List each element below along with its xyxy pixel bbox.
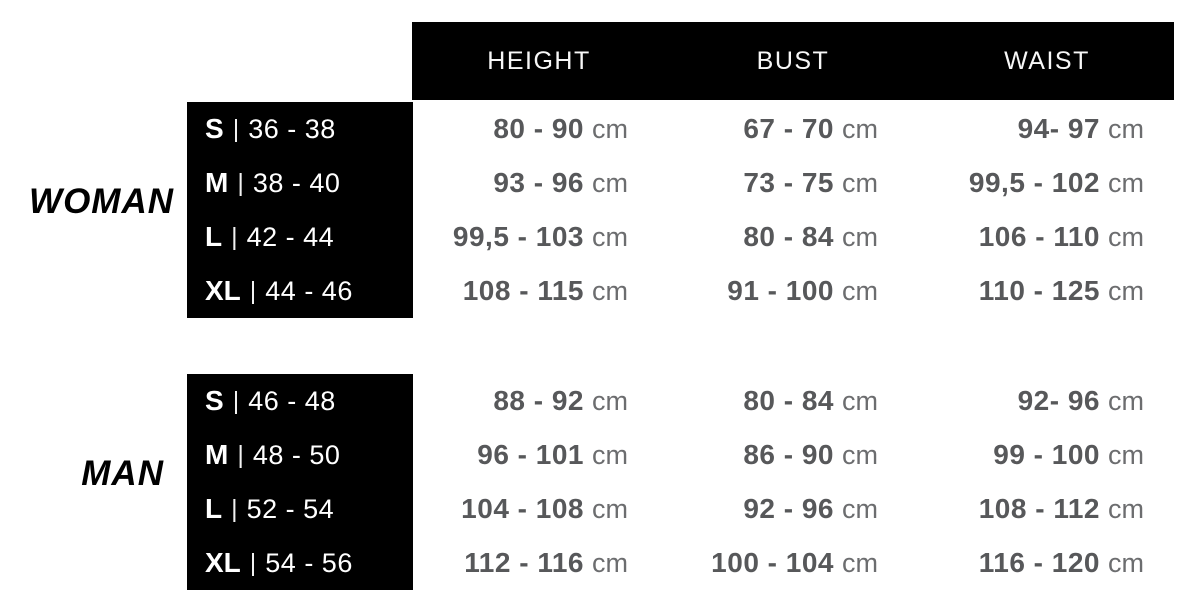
value-unit: cm	[1108, 275, 1144, 306]
value-number: 108 - 112	[978, 493, 1100, 524]
woman-xl-waist-value	[920, 264, 1144, 318]
size-letter: M	[205, 167, 229, 198]
size-letter: XL	[205, 275, 241, 306]
man-waist-column	[920, 374, 1144, 590]
size-separator: |	[237, 168, 244, 197]
man-l-height-value	[412, 482, 628, 536]
value-unit: cm	[592, 385, 628, 416]
value-number: 67 - 70	[743, 113, 834, 144]
size-separator: |	[237, 440, 244, 469]
man-xl-height-value	[412, 536, 628, 590]
value-unit: cm	[592, 493, 628, 524]
column-header-waist: WAIST	[1004, 46, 1090, 75]
size-range: 54 - 56	[265, 547, 353, 578]
man-size-row-s	[187, 374, 413, 428]
size-range: 44 - 46	[265, 275, 353, 306]
value-unit: cm	[592, 113, 628, 144]
size-range: 36 - 38	[248, 113, 336, 144]
woman-size-box	[187, 102, 413, 318]
size-separator: |	[249, 548, 257, 577]
man-s-height-value	[412, 374, 628, 428]
size-range: 46 - 48	[248, 385, 336, 416]
group-label-woman: WOMAN	[29, 182, 174, 221]
size-separator: |	[232, 114, 240, 143]
man-size-row-xl	[187, 536, 413, 590]
man-size-box	[187, 374, 413, 590]
value-number: 112 - 116	[464, 547, 584, 578]
value-unit: cm	[1108, 385, 1144, 416]
value-number: 116 - 120	[978, 547, 1100, 578]
value-number: 88 - 92	[493, 385, 584, 416]
value-unit: cm	[1108, 547, 1144, 578]
value-unit: cm	[842, 439, 878, 470]
value-number: 99,5 - 103	[452, 221, 584, 252]
man-height-column	[412, 374, 628, 590]
man-s-bust-value	[666, 374, 878, 428]
woman-size-row-l	[187, 210, 413, 264]
size-range: 52 - 54	[246, 493, 335, 524]
size-letter: S	[205, 385, 224, 416]
woman-s-waist-value	[920, 102, 1144, 156]
man-size-row-l	[187, 482, 413, 536]
value-number: 92 - 96	[743, 493, 834, 524]
size-separator: |	[231, 222, 238, 251]
value-number: 93 - 96	[493, 167, 584, 198]
value-number: 73 - 75	[743, 167, 834, 198]
man-m-waist-value	[920, 428, 1144, 482]
woman-xl-bust-value	[666, 264, 878, 318]
woman-m-height-value	[412, 156, 628, 210]
value-number: 108 - 115	[462, 275, 584, 306]
size-letter: S	[205, 113, 224, 144]
woman-s-height-value	[412, 102, 628, 156]
woman-l-height-value	[412, 210, 628, 264]
value-number: 96 - 101	[477, 439, 584, 470]
man-l-bust-value	[666, 482, 878, 536]
man-xl-bust-value	[666, 536, 878, 590]
column-header-height: HEIGHT	[487, 46, 591, 75]
woman-size-row-s	[187, 102, 413, 156]
value-unit: cm	[842, 547, 878, 578]
woman-height-column	[412, 102, 628, 318]
size-separator: |	[231, 494, 238, 523]
woman-s-bust-value	[666, 102, 878, 156]
woman-xl-height-value	[412, 264, 628, 318]
table-header-band	[412, 22, 1174, 100]
value-number: 106 - 110	[978, 221, 1100, 252]
man-bust-column	[666, 374, 878, 590]
value-unit: cm	[1108, 167, 1144, 198]
value-unit: cm	[842, 221, 878, 252]
value-unit: cm	[1108, 439, 1144, 470]
woman-waist-column	[920, 102, 1144, 318]
value-unit: cm	[592, 221, 628, 252]
man-size-row-m	[187, 428, 413, 482]
size-separator: |	[249, 276, 257, 305]
value-unit: cm	[842, 167, 878, 198]
value-unit: cm	[1108, 113, 1144, 144]
woman-size-row-m	[187, 156, 413, 210]
value-number: 110 - 125	[978, 275, 1100, 306]
value-number: 86 - 90	[743, 439, 834, 470]
value-number: 80 - 84	[743, 385, 834, 416]
value-unit: cm	[842, 113, 878, 144]
value-unit: cm	[1108, 493, 1144, 524]
value-number: 104 - 108	[461, 493, 584, 524]
man-xl-waist-value	[920, 536, 1144, 590]
value-unit: cm	[842, 385, 878, 416]
value-number: 94- 97	[1017, 113, 1100, 144]
man-l-waist-value	[920, 482, 1144, 536]
value-unit: cm	[592, 439, 628, 470]
value-number: 99 - 100	[993, 439, 1100, 470]
value-unit: cm	[592, 275, 628, 306]
size-letter: L	[205, 221, 223, 252]
woman-l-waist-value	[920, 210, 1144, 264]
size-range: 42 - 44	[246, 221, 335, 252]
woman-l-bust-value	[666, 210, 878, 264]
column-header-bust: BUST	[756, 46, 830, 75]
size-letter: XL	[205, 547, 241, 578]
size-range: 48 - 50	[252, 439, 341, 470]
value-number: 91 - 100	[727, 275, 834, 306]
value-unit: cm	[1108, 221, 1144, 252]
value-unit: cm	[592, 547, 628, 578]
size-separator: |	[232, 386, 240, 415]
value-number: 92- 96	[1017, 385, 1100, 416]
man-m-height-value	[412, 428, 628, 482]
man-m-bust-value	[666, 428, 878, 482]
value-number: 80 - 90	[493, 113, 584, 144]
woman-m-waist-value	[920, 156, 1144, 210]
man-s-waist-value	[920, 374, 1144, 428]
size-range: 38 - 40	[252, 167, 341, 198]
group-label-man: MAN	[81, 454, 164, 493]
value-unit: cm	[592, 167, 628, 198]
value-number: 100 - 104	[711, 547, 834, 578]
value-unit: cm	[842, 493, 878, 524]
woman-size-row-xl	[187, 264, 413, 318]
woman-bust-column	[666, 102, 878, 318]
value-number: 99,5 - 102	[968, 167, 1100, 198]
size-letter: L	[205, 493, 223, 524]
value-number: 80 - 84	[743, 221, 834, 252]
value-unit: cm	[842, 275, 878, 306]
size-letter: M	[205, 439, 229, 470]
woman-m-bust-value	[666, 156, 878, 210]
